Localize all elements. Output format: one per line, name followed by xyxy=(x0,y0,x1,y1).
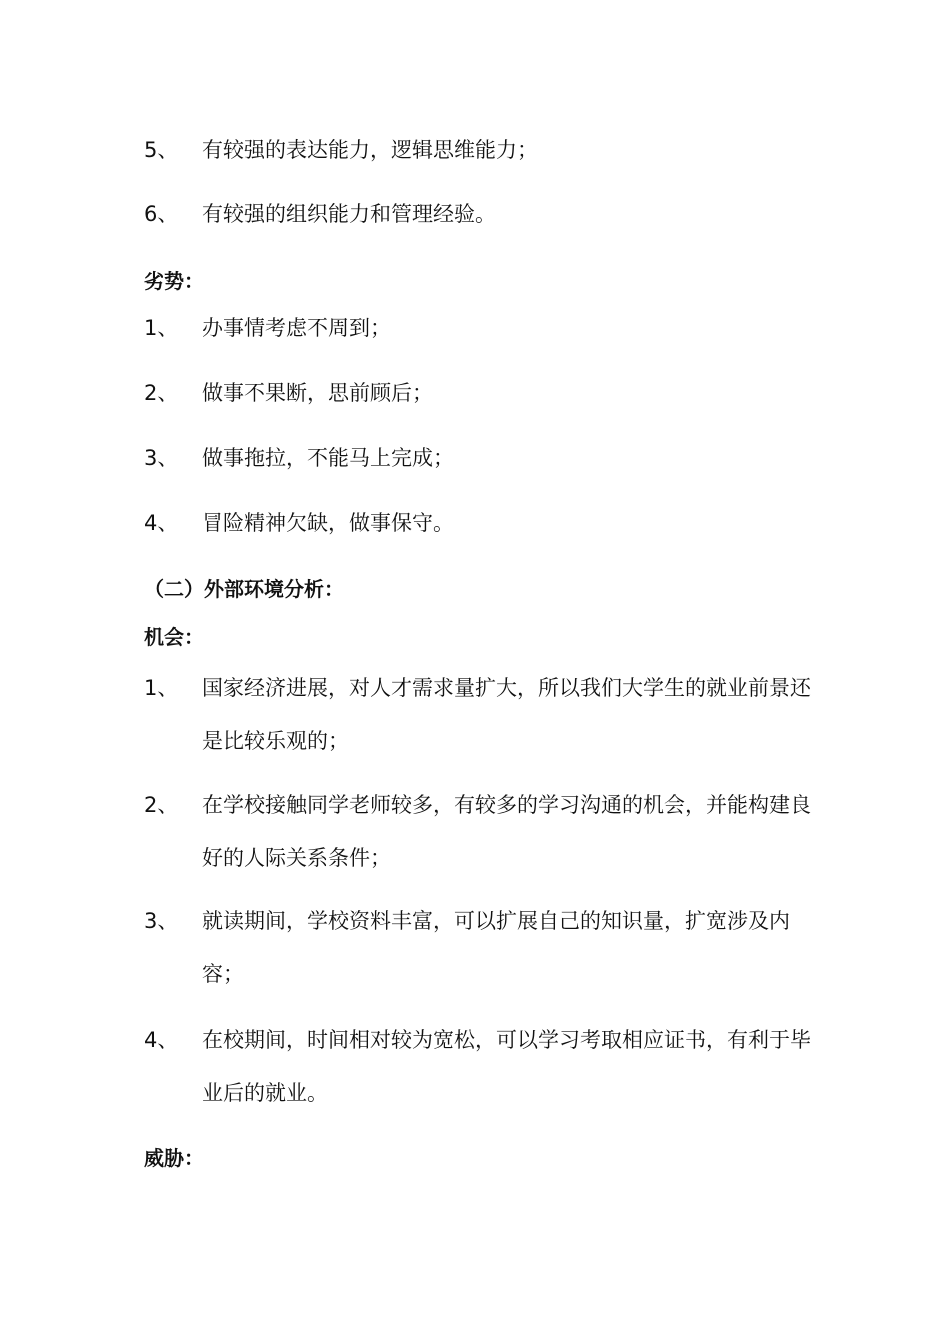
list-text: 就读期间，学校资料丰富，可以扩展自己的知识量，扩宽涉及内容； xyxy=(202,909,790,986)
list-number: 2、 xyxy=(144,793,179,817)
list-number: 1、 xyxy=(144,316,179,340)
list-item xyxy=(144,497,814,550)
list-text: 做事拖拉，不能马上完成； xyxy=(202,446,454,470)
list-number: 5、 xyxy=(144,138,179,162)
list-number: 2、 xyxy=(144,381,179,405)
list-number: 6、 xyxy=(144,202,179,226)
threat-heading: 威胁： xyxy=(144,1146,204,1170)
list-text: 办事情考虑不周到； xyxy=(202,316,391,340)
list-item xyxy=(144,302,814,355)
list-number: 3、 xyxy=(144,446,179,470)
list-text: 做事不果断，思前顾后； xyxy=(202,381,433,405)
external-analysis-heading: （二）外部环境分析： xyxy=(144,577,344,601)
list-text: 在校期间，时间相对较为宽松，可以学习考取相应证书，有利于毕业后的就业。 xyxy=(202,1028,811,1105)
list-item xyxy=(144,1014,814,1120)
list-text: 有较强的组织能力和管理经验。 xyxy=(202,202,496,226)
list-item xyxy=(144,188,814,241)
list-text: 在学校接触同学老师较多，有较多的学习沟通的机会，并能构建良好的人际关系条件； xyxy=(202,793,811,870)
list-number: 1、 xyxy=(144,676,179,700)
opportunity-heading: 机会： xyxy=(144,625,204,649)
list-text: 国家经济进展，对人才需求量扩大，所以我们大学生的就业前景还是比较乐观的； xyxy=(202,676,811,753)
list-text: 有较强的表达能力，逻辑思维能力； xyxy=(202,138,538,162)
list-item xyxy=(144,662,814,768)
weakness-heading: 劣势： xyxy=(144,269,204,293)
list-item xyxy=(144,124,814,177)
list-number: 4、 xyxy=(144,1028,179,1052)
list-item xyxy=(144,367,814,420)
list-text: 冒险精神欠缺，做事保守。 xyxy=(202,511,454,535)
list-number: 4、 xyxy=(144,511,179,535)
list-item xyxy=(144,895,814,1001)
list-item xyxy=(144,779,814,885)
list-item xyxy=(144,432,814,485)
list-number: 3、 xyxy=(144,909,179,933)
